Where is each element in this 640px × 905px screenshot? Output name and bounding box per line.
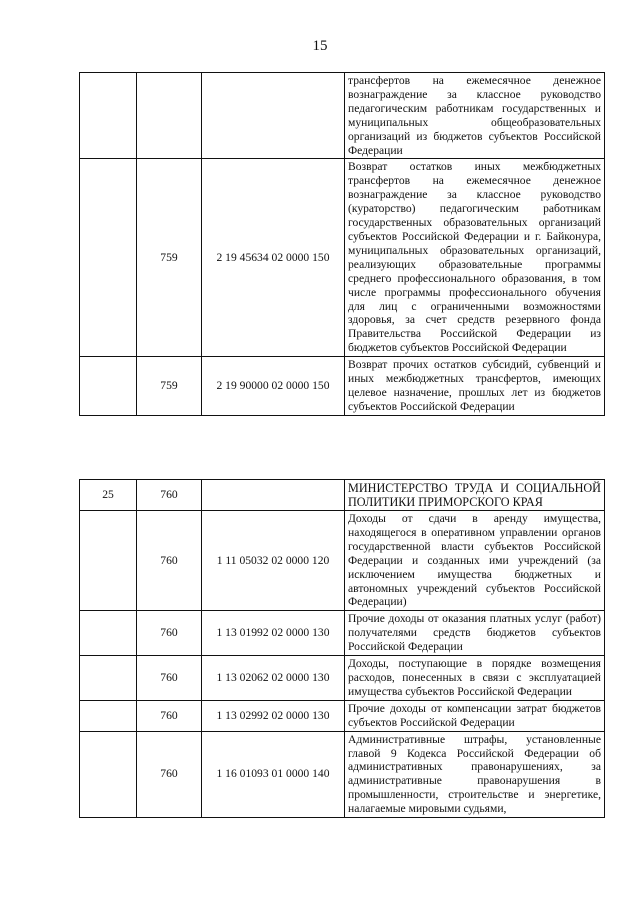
- table-row: [80, 511, 605, 611]
- admin-code-cell: 760: [137, 656, 202, 701]
- revenue-name-text: Административные штрафы, установленные главой 9 Кодекса Российской Федерации об административных правонарушениях, за административные правонарушения в промышленности, строительстве и энергетике, налагаемые мировыми судьями,: [348, 732, 601, 816]
- admin-code-cell: 760: [137, 511, 202, 611]
- admin-code-cell: 759: [137, 159, 202, 357]
- revenue-name-cell: [345, 159, 605, 357]
- ministry-name-text: МИНИСТЕРСТВО ТРУДА И СОЦИАЛЬНОЙ ПОЛИТИКИ ПРИМОРСКОГО КРАЯ: [348, 481, 601, 509]
- revenue-name-cell: [345, 700, 605, 731]
- table-row: [80, 700, 605, 731]
- revenue-name-text: Доходы, поступающие в порядке возмещения расходов, понесенных в связи с эксплуатацией имущества субъектов Российской Федерации: [348, 657, 601, 698]
- revenue-code-cell: 1 16 01093 01 0000 140: [202, 731, 345, 817]
- revenue-name-text: Возврат остатков иных межбюджетных трансфертов на ежемесячное денежное вознаграждение за классное руководство (кураторство) педагогическим работникам государственных образовательных организаций субъектов Российской Федерации и г. Байконура, муниципальных образовательных организаций, реализующих образовательные программы среднего профессионального образования, в том числе программы профессионального обучения для лиц с ограниченными возможностями здоровья, за счет средств резервного фонда Правительства Российской Федерации из бюджетов субъектов Российской Федерации: [348, 160, 601, 355]
- revenue-table-bottom: [79, 479, 605, 818]
- revenue-name-text: трансфертов на ежемесячное денежное вознаграждение за классное руководство педагогическим работникам государственных и муниципальных общеобразовательных организаций из бюджетов субъектов Российской Федерации: [348, 74, 601, 157]
- table-row: [80, 611, 605, 656]
- row-number-cell: [80, 73, 137, 159]
- revenue-table-top: [79, 72, 605, 416]
- admin-code-cell: 760: [137, 611, 202, 656]
- row-number-cell: [80, 656, 137, 701]
- revenue-name-text: Доходы от сдачи в аренду имущества, находящегося в оперативном управлении органов государственной власти субъектов Российской Федерации и созданных ими учреждений (за исключением имущества бюджетных и автономных учреждений субъектов Российской Федерации): [348, 512, 601, 609]
- admin-code-cell: [137, 73, 202, 159]
- revenue-code-cell: 2 19 45634 02 0000 150: [202, 159, 345, 357]
- admin-code-cell: 760: [137, 731, 202, 817]
- revenue-name-cell: [345, 656, 605, 701]
- revenue-code-cell: 1 13 02062 02 0000 130: [202, 656, 345, 701]
- revenue-name-cell: [345, 511, 605, 611]
- table-row: [80, 73, 605, 159]
- table-row: [80, 357, 605, 416]
- row-number-cell: [80, 357, 137, 416]
- revenue-name-text: Прочие доходы от оказания платных услуг (работ) получателями средств бюджетов субъектов Российской Федерации: [348, 612, 601, 654]
- revenue-code-cell: [202, 480, 345, 511]
- row-number-cell: [80, 511, 137, 611]
- page-number: 15: [312, 38, 328, 54]
- revenue-code-cell: 1 13 01992 02 0000 130: [202, 611, 345, 656]
- row-number-cell: [80, 731, 137, 817]
- row-number-cell: [80, 700, 137, 731]
- admin-code-cell: 759: [137, 357, 202, 416]
- table-row: [80, 656, 605, 701]
- revenue-name-text: Возврат прочих остатков субсидий, субвенций и иных межбюджетных трансфертов, имеющих целевое назначение, прошлых лет из бюджетов субъектов Российской Федерации: [348, 358, 601, 413]
- ministry-name-cell: [345, 480, 605, 511]
- row-number-cell: 25: [80, 480, 137, 511]
- revenue-code-cell: [202, 73, 345, 159]
- revenue-name-cell: [345, 73, 605, 159]
- table-row: [80, 731, 605, 817]
- row-number-cell: [80, 611, 137, 656]
- revenue-name-cell: [345, 611, 605, 656]
- row-number-cell: [80, 159, 137, 357]
- revenue-code-cell: 1 13 02992 02 0000 130: [202, 700, 345, 731]
- admin-code-cell: 760: [137, 700, 202, 731]
- revenue-code-cell: 2 19 90000 02 0000 150: [202, 357, 345, 416]
- table-row: [80, 480, 605, 511]
- revenue-name-cell: [345, 357, 605, 416]
- revenue-code-cell: 1 11 05032 02 0000 120: [202, 511, 345, 611]
- revenue-name-text: Прочие доходы от компенсации затрат бюджетов субъектов Российской Федерации: [348, 701, 601, 729]
- table-row: [80, 159, 605, 357]
- revenue-name-cell: [345, 731, 605, 817]
- admin-code-cell: 760: [137, 480, 202, 511]
